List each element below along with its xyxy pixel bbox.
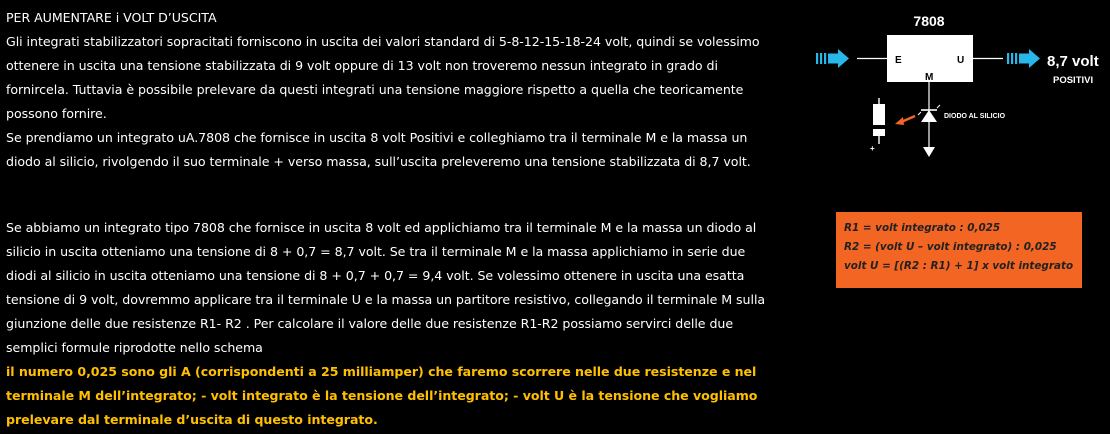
output-arrow-icon bbox=[1007, 49, 1040, 68]
pin-e-label: E bbox=[895, 55, 902, 66]
formula-r1: R1 = volt integrato : 0,025 bbox=[844, 222, 1001, 234]
paragraph-line: fornircela. Tuttavia è possibile prelevare da questi integrati una tensione maggiore rispetto a quella che teoricamente bbox=[6, 82, 744, 97]
svg-text:+: + bbox=[870, 144, 875, 153]
paragraph-line: Se prendiamo un integrato uA.7808 che fornisce in uscita 8 volt Positivi e colleghiamo tra il terminale M e la massa un bbox=[6, 130, 748, 145]
paragraph-line: semplici formule riprodotte nello schema bbox=[6, 340, 263, 355]
diode-component-icon bbox=[870, 98, 885, 153]
paragraph-line: diodi al silicio in uscita otteniamo una tensione di 8 + 0,7 + 0,7 = 9,4 volt. Se volessimo ottenere in uscita una esatta bbox=[6, 268, 745, 283]
highlight-line: prelevare dal terminale d’uscita di questo integrato. bbox=[6, 412, 378, 427]
paragraph-line: tensione di 9 volt, dovremmo applicare tra il terminale U e la massa un partitore resistivo, collegando il terminale M sulla bbox=[6, 292, 766, 307]
pin-m-label: M bbox=[925, 72, 934, 83]
formula-r2: R2 = (volt U – volt integrato) : 0,025 bbox=[844, 241, 1057, 253]
diode-label: DIODO AL SILICIO bbox=[944, 113, 1006, 120]
output-polarity-label: POSITIVI bbox=[1053, 75, 1094, 86]
formula-volt-u: volt U = [(R2 : R1) + 1] x volt integrato bbox=[844, 260, 1074, 272]
output-voltage-label: 8,7 volt bbox=[1047, 53, 1099, 70]
input-arrow-icon bbox=[816, 49, 849, 68]
pin-u-label: U bbox=[957, 55, 965, 66]
formula-box bbox=[836, 212, 1082, 288]
pointer-arrow-icon bbox=[895, 116, 915, 125]
article-heading: PER AUMENTARE i VOLT D’USCITA bbox=[6, 10, 217, 25]
paragraph-line: Se abbiamo un integrato tipo 7808 che fornisce in uscita 8 volt ed applichiamo tra il terminale M e la massa un diodo al bbox=[6, 220, 757, 235]
paragraph-line: silicio in uscita otteniamo una tensione di 8 + 0,7 = 8,7 volt. Se tra il terminale M e la massa applichiamo in serie due bbox=[6, 244, 746, 259]
ground-arrow-icon bbox=[923, 147, 935, 157]
paragraph-line: Gli integrati stabilizzatori sopracitati forniscono in uscita dei valori standard di 5-8-12-15-18-24 volt, quindi se volessimo bbox=[6, 34, 760, 49]
paragraph-spacer bbox=[6, 174, 766, 216]
chip-label: 7808 bbox=[913, 13, 945, 29]
highlight-line: il numero 0,025 sono gli A (corrispondenti a 25 milliamper) che faremo scorrere nelle due resistenze e nel bbox=[6, 364, 757, 379]
paragraph-line: giunzione delle due resistenze R1- R2 . Per calcolare il valore delle due resistenze R1-R2 possiamo servirci delle due bbox=[6, 316, 734, 331]
article bbox=[6, 6, 766, 432]
paragraph-line: possono fornire. bbox=[6, 106, 107, 121]
paragraph-line: diodo al silicio, rivolgendo il suo terminale + verso massa, sull’uscita preleveremo una tensione stabilizzata di 8,7 volt. bbox=[6, 154, 751, 169]
paragraph-line: ottenere in uscita una tensione stabilizzata di 9 volt oppure di 13 volt non troveremo nessun integrato in grado di bbox=[6, 58, 718, 73]
regulator-circuit-diagram bbox=[805, 6, 1110, 166]
highlight-line: terminale M dell’integrato; - volt integrato è la tensione dell’integrato; - volt U è la tensione che vogliamo bbox=[6, 388, 758, 403]
